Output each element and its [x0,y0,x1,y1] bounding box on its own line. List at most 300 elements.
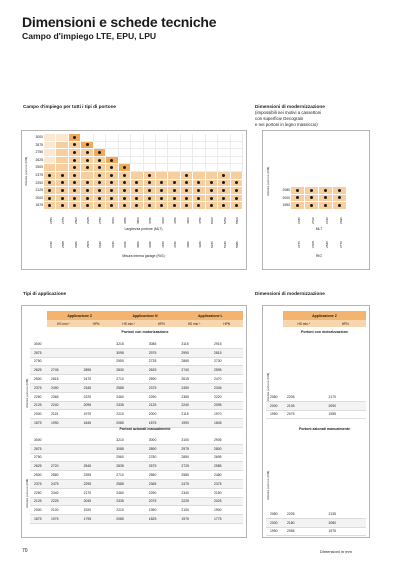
table-cell: 2250 [148,394,157,399]
availability-dot [73,136,76,139]
matrix-cell [218,187,230,195]
table-cell: 2100 [51,508,59,513]
matrix-cell [181,187,193,195]
table-row [30,393,243,402]
application-headers [47,311,243,320]
section-title-modernization-table: Dimensioni di modernizzazione [255,291,325,296]
table-cell: 2815 [213,350,222,355]
availability-dot [73,189,76,192]
matrix-cell [168,134,180,142]
table-cell: 2365 [181,394,189,399]
row-height-cell: 2625 [34,464,42,469]
availability-dot [123,181,126,184]
band-manual: Portoni azionati manualmente [298,427,351,431]
matrix-cell [218,134,230,142]
availability-dot [73,143,76,146]
table-cell: 2105 [287,403,295,408]
table-cell: 2780 [148,455,157,460]
availability-dot [61,174,64,177]
matrix-cell [69,187,81,195]
width-tick-label: 3000 [110,217,115,224]
width-tick-label: 5250 [222,217,227,224]
table-cell: 2075 [287,412,295,417]
note-line: (impossibili nei motivi a cassettoni [255,110,322,115]
table-row [30,515,243,524]
table-cell: 2100 [181,508,189,513]
modernization-matrix [291,187,347,210]
matrix-cell [231,187,243,195]
availability-dot [48,174,51,177]
availability-dot [160,197,163,200]
availability-dot [61,181,64,184]
row-height-cell: 2250 [34,490,42,495]
matrix-cell [56,195,68,203]
matrix-cell [168,202,180,210]
matrix-cell [119,149,131,157]
table-row [266,411,366,420]
table-cell: 2490 [51,385,59,390]
table-cell: 2375 [148,385,157,390]
matrix-cell [56,180,68,188]
table-cell: 2580 [51,473,59,478]
garage-tick-label: 4930 [197,241,202,248]
availability-dot [73,181,76,184]
band-manual: Portoni azionati manualmente [119,427,171,431]
table-cell: 2295 [83,481,92,486]
matrix-cell [44,172,56,180]
table-row [266,519,366,528]
width-tick-label: 5000 [210,217,215,224]
table-cell: 2345 [213,385,222,390]
availability-dot [160,189,163,192]
availability-dot [310,196,313,199]
table-cell: 2975 [181,446,189,451]
matrix-cell [319,187,333,195]
availability-dot [338,189,341,192]
availability-dot [86,189,89,192]
matrix-cell [119,172,131,180]
matrix-cell [206,149,218,157]
width-tick-label: 2310 [310,217,315,224]
table-cell: 2075 [148,499,157,504]
matrix-cell [193,172,205,180]
matrix-cell [81,134,93,142]
availability-dot [86,204,89,207]
table-row [30,454,243,463]
table-cell: 1970 [83,412,92,417]
table-cell: 1920 [83,508,92,513]
table-cell: 2615 [181,377,189,382]
table-row [30,340,243,349]
availability-dot [185,197,188,200]
row-axis-title: Altezza portone (RM) [266,372,270,402]
note-line: con superficie Decograin [255,116,304,121]
table-cell: 2585 [116,481,124,486]
table-cell: 2710 [116,377,124,382]
matrix-cell [156,202,168,210]
matrix-cell [119,180,131,188]
row-label: 3000 [35,135,43,139]
availability-dot [61,204,64,207]
matrix-cell [305,202,319,210]
row-label: 2750 [35,150,43,155]
matrix-cell [193,157,205,165]
width-tick-label: 4000 [160,217,165,224]
availability-dot [235,189,238,192]
table-cell: 2115 [181,412,189,417]
row-height-cell: 2750 [34,359,42,364]
application-l-header: Applicazione L [197,313,223,318]
matrix-cell [119,142,131,150]
table-cell: 2975 [148,350,157,355]
application-headers [283,311,366,320]
table-cell: 2180 [287,520,295,525]
col-hpn: HPN [223,321,231,326]
matrix-cell [231,172,243,180]
matrix-cell [144,202,156,210]
width-tick-label: 2500 [73,217,78,224]
table-cell: 3095 [116,350,124,355]
matrix-cell [156,164,168,172]
availability-dot [173,189,176,192]
table-cell: 2375 [213,481,222,486]
row-height-cell: 1950 [270,412,278,417]
table-row [30,506,243,515]
availability-dot [148,204,151,207]
table-cell: 2205 [287,394,295,399]
matrix-cell [69,195,81,203]
row-labels [278,187,290,210]
matrix-cell [231,134,243,142]
availability-dot [48,204,51,207]
col-hs-min: HS min.* [122,321,135,326]
availability-dot [86,159,89,162]
matrix-cell [94,187,106,195]
matrix-cell [231,157,243,165]
page-subtitle: Campo d'impiego LTE, EPU, LPU [22,31,157,41]
table-cell: 1975 [328,529,337,534]
matrix-cell [181,202,193,210]
table-cell: 2735 [148,359,157,364]
row-axis-title: Altezza portone (RM) [24,156,28,186]
table-row [266,510,366,519]
availability-dot [123,204,126,207]
table-row [30,402,243,411]
garage-tick-label: 4680 [185,241,190,248]
table-row [30,471,243,480]
table-cell: 2205 [287,511,295,516]
matrix-cell [218,172,230,180]
row-label: 2080 [282,188,290,192]
row-label: 2625 [35,157,43,162]
matrix-cell [106,180,118,188]
garage-tick-label: 2270 [296,241,301,248]
row-axis-title: Altezza portone (RM) [25,378,29,408]
table-cell: 2220 [83,394,92,399]
column-subheaders [47,320,243,327]
table-cell: 2080 [328,520,337,525]
table-cell: 2625 [148,368,157,373]
garage-tick-label: 3180 [110,241,115,248]
garage-tick-label: 4180 [160,241,165,248]
table-cell: 2475 [181,481,189,486]
matrix-cell [56,202,68,210]
table-cell: 2950 [116,359,124,364]
row-label: 2375 [35,172,43,177]
band-motorized: Portoni con motorizzazione [301,330,348,334]
matrix-cell [119,187,131,195]
garage-tick-label: 5430 [222,241,227,248]
availability-dot [160,204,163,207]
matrix-cell [56,142,68,150]
matrix-cell [44,195,56,203]
table-row [30,375,243,384]
matrix-cell [56,134,68,142]
availability-dot [135,189,138,192]
availability-dot [123,197,126,200]
table-cell: 2090 [328,403,337,408]
table-cell: 1955 [328,412,337,417]
footer-note: Dimensioni in mm [320,549,352,554]
matrix-cell [144,149,156,157]
matrix-cell [69,172,81,180]
table-cell: 3100 [181,437,189,442]
width-tick-label: 2625 [86,217,91,224]
matrix-cell [218,202,230,210]
width-tick-label: 2250 [48,217,53,224]
section-title-applications: Tipi di applicazione [23,291,67,296]
availability-dot [197,204,200,207]
availability-dot [210,204,213,207]
availability-dot [324,189,327,192]
availability-dot [185,181,188,184]
matrix-cell [181,149,193,157]
table-cell: 2990 [181,350,189,355]
matrix-cell [333,202,347,210]
availability-dot [73,151,76,154]
matrix-cell [156,157,168,165]
matrix-cell [144,180,156,188]
availability-dot [98,174,101,177]
table-manual-body [30,436,243,524]
table-motorized-body [266,393,366,419]
matrix-cell [206,157,218,165]
table-cell: 2345 [83,385,92,390]
row-height-cell: 2000 [34,412,42,417]
availability-dot [110,174,113,177]
matrix-cell [333,187,347,195]
matrix-cell [44,187,56,195]
matrix-cell [231,142,243,150]
table-cell: 1795 [83,517,92,522]
garage-tick-label: 4430 [173,241,178,248]
table-cell: 2580 [148,473,157,478]
garage-tick-label: 2430 [48,241,53,248]
matrix-cell [56,149,68,157]
application-n-header: Applicazione N [132,313,158,318]
row-labels [31,134,43,210]
garage-tick-label: 2530 [324,241,329,248]
availability-dot [123,166,126,169]
row-height-cell: 2875 [34,350,42,355]
availability-dot [235,204,238,207]
availability-dot [210,189,213,192]
table-cell: 1825 [148,517,157,522]
matrix-cell [206,202,218,210]
row-height-cell: 2080 [270,511,278,516]
availability-dot [173,181,176,184]
matrix-cell [181,157,193,165]
matrix-cell [181,195,193,203]
row-label: 2250 [35,180,43,185]
matrix-cell [81,142,93,150]
matrix-cell [44,134,56,142]
garage-tick-label: 5680 [235,241,240,248]
matrix-cell [119,134,131,142]
availability-dot [73,197,76,200]
garage-ticks [44,235,243,253]
availability-dot [110,166,113,169]
matrix-cell [131,180,143,188]
matrix-cell [131,195,143,203]
matrix-cell [94,164,106,172]
table-cell: 2835 [116,464,124,469]
table-cell: 2470 [83,377,92,382]
table-cell: 2585 [181,473,189,478]
row-height-cell: 1950 [270,529,278,534]
table-cell: 2240 [51,403,59,408]
availability-dot [135,197,138,200]
matrix-cell [144,164,156,172]
matrix-cell [193,195,205,203]
matrix-cell [291,195,305,203]
matrix-cell [69,149,81,157]
matrix-cell [81,180,93,188]
page-number: 70 [22,548,28,554]
table-cell: 2340 [181,490,189,495]
matrix-cell [94,172,106,180]
table-cell: 1990 [181,421,189,426]
table-cell: 1845 [83,421,92,426]
table-cell: 2365 [148,481,157,486]
availability-dot [86,151,89,154]
matrix-cell [231,180,243,188]
matrix-cell [291,202,305,210]
row-height-cell: 3000 [34,437,42,442]
table-row [30,366,243,375]
row-axis-title: Altezza portone (RM) [25,478,29,508]
availability-dot [110,189,113,192]
availability-dot [324,196,327,199]
matrix-cell [106,187,118,195]
availability-dot [222,174,225,177]
table-cell: 1975 [51,517,59,522]
column-subheaders [283,320,366,327]
availability-dot [123,174,126,177]
width-caption: MLT [315,227,323,231]
row-label: 2500 [35,165,43,170]
matrix-cell [206,164,218,172]
matrix-cell [94,134,106,142]
matrix-cell [69,134,81,142]
availability-dot [98,181,101,184]
garage-tick-label: 2405 [310,241,315,248]
table-cell: 3210 [116,437,124,442]
availability-dot [324,204,327,207]
band-motorized: Portoni con motorizzazione [121,330,169,334]
garage-tick-label: 3430 [123,241,128,248]
table-cell: 2095 [83,403,92,408]
availability-dot [338,196,341,199]
table-cell: 2225 [181,499,189,504]
matrix-cell [181,172,193,180]
row-label: 2875 [35,142,43,147]
availability-dot [210,181,213,184]
table-cell: 3085 [148,341,157,346]
matrix-cell [44,149,56,157]
garage-tick-label: 3930 [148,241,153,248]
matrix-cell [291,187,305,195]
matrix-cell [156,172,168,180]
row-height-cell: 2080 [270,394,278,399]
matrix-cell [106,142,118,150]
garage-tick-label: 2930 [98,241,103,248]
availability-dot [86,143,89,146]
availability-dot [222,197,225,200]
matrix-cell [106,157,118,165]
table-row [266,402,366,411]
availability-dot [210,197,213,200]
matrix-cell [181,164,193,172]
availability-dot [48,197,51,200]
availability-dot [185,204,188,207]
matrix-cell [69,202,81,210]
table-cell: 2210 [116,412,124,417]
matrix-cell [56,157,68,165]
matrix-cell [94,180,106,188]
table-cell: 2460 [116,490,124,495]
matrix-cell [81,172,93,180]
row-height-cell: 2875 [34,446,42,451]
matrix-cell [168,149,180,157]
table-cell: 2730 [213,359,222,364]
garage-tick-label: 5180 [210,241,215,248]
availability-dot [48,189,51,192]
table-cell: 2045 [83,499,92,504]
availability-dot [235,197,238,200]
section-title-usage: Campo d'impiego per tutti i tipi di portone [23,104,117,109]
matrix-cell [218,164,230,172]
matrix-cell [44,142,56,150]
table-cell: 3085 [116,446,124,451]
table-cell: 2460 [116,394,124,399]
matrix-cell [94,149,106,157]
table-cell: 2850 [181,455,189,460]
matrix-cell [69,157,81,165]
matrix-cell [319,202,333,210]
matrix-cell [69,180,81,188]
matrix-cell [206,195,218,203]
availability-dot [173,197,176,200]
availability-dot [160,181,163,184]
row-axis-title: Altezza portone (RM) [266,166,270,196]
table-cell: 2895 [83,368,92,373]
matrix-cell [44,164,56,172]
availability-dot [98,166,101,169]
row-height-cell: 2125 [34,499,42,504]
row-axis-title: Altezza portone (RM) [266,470,270,500]
matrix-cell [106,172,118,180]
